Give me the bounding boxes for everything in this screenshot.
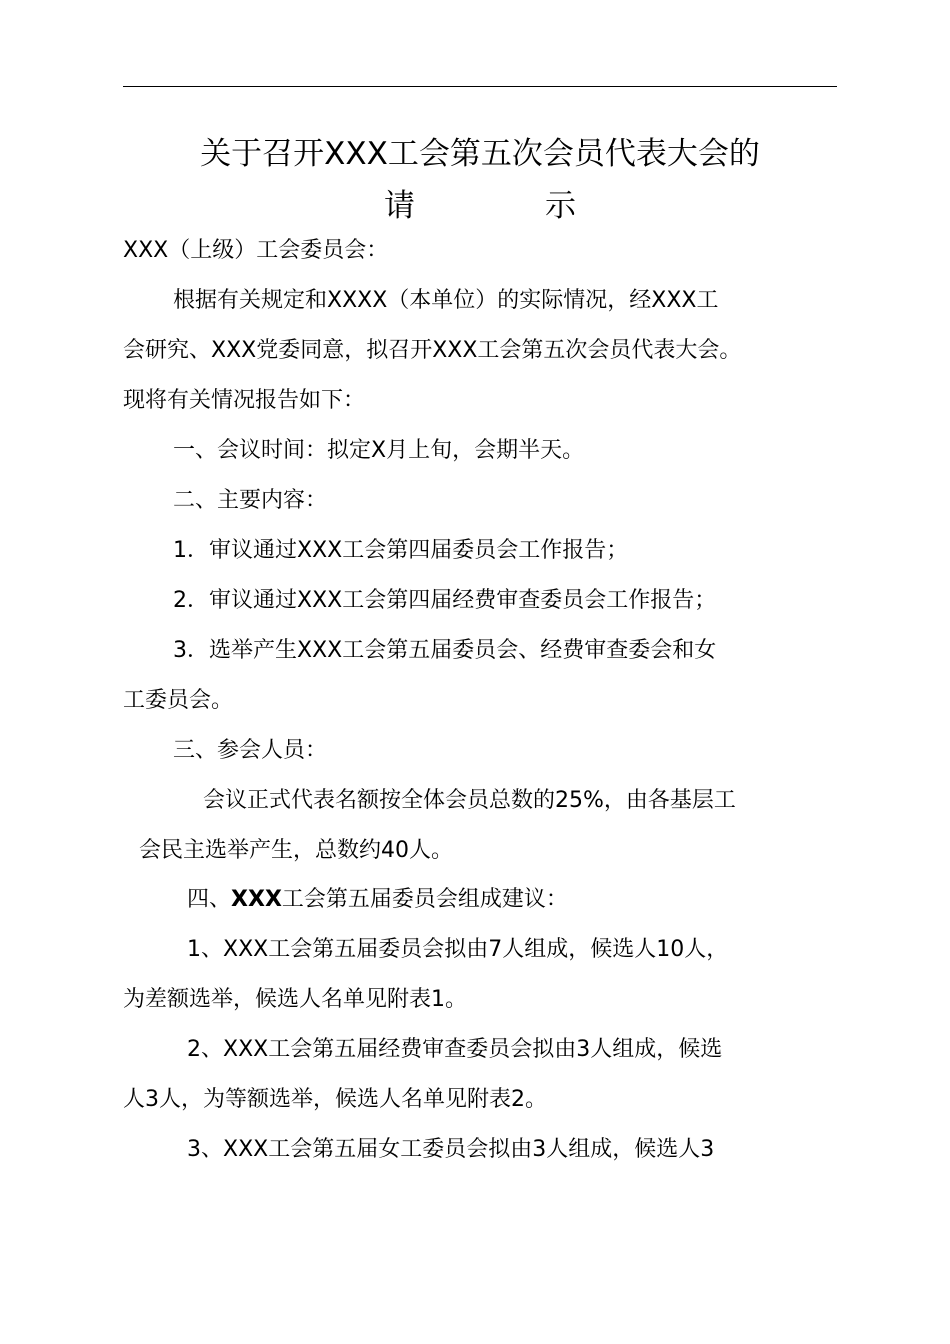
header-rule <box>123 86 837 87</box>
paragraph-line: 会民主选举产生，总数约40人。 <box>139 838 453 863</box>
title-char-2: 示 <box>545 188 576 224</box>
list-item-continued: 为差额选举，候选人名单见附表1。 <box>123 987 467 1012</box>
document-title: 关于召开XXX工会第五次会员代表大会的 <box>200 136 760 172</box>
list-item: 2、XXX工会第五届经费审查委员会拟由3人组成，候选 <box>187 1037 723 1062</box>
section-heading <box>187 889 568 911</box>
title-char-1: 请 <box>384 188 415 224</box>
paragraph-line: 会议正式代表名额按全体会员总数的25%，由各基层工 <box>203 788 736 813</box>
document-title-line2 <box>123 188 837 224</box>
list-item-continued: 工委员会。 <box>123 688 234 713</box>
section-prefix: 四、 <box>187 887 232 912</box>
paragraph-line: 现将有关情况报告如下： <box>123 388 366 413</box>
list-item: 1、XXX工会第五届委员会拟由7人组成，候选人10人， <box>187 937 729 962</box>
paragraph-line: 会研究、XXX党委同意，拟召开XXX工会第五次会员代表大会。 <box>123 338 742 363</box>
section-rest: 工会第五届委员会组成建议： <box>281 887 568 912</box>
section-bold-name: XXX <box>231 887 282 912</box>
list-item: 3、XXX工会第五届女工委员会拟由3人组成，候选人3 <box>187 1137 715 1162</box>
section-heading: 一、会议时间：拟定X月上旬，会期半天。 <box>173 438 585 463</box>
section-heading: 三、参会人员： <box>173 738 328 763</box>
section-heading: 二、主要内容： <box>173 488 328 513</box>
salutation: XXX（上级）工会委员会： <box>123 238 389 263</box>
list-item-continued: 人3人，为等额选举，候选人名单见附表2。 <box>123 1087 547 1112</box>
paragraph-line: 根据有关规定和XXXX（本单位）的实际情况，经XXX工 <box>173 288 719 313</box>
list-item: 2．审议通过XXX工会第四届经费审查委员会工作报告； <box>173 588 717 613</box>
list-item: 3．选举产生XXX工会第五届委员会、经费审查委会和女 <box>173 638 717 663</box>
list-item: 1．审议通过XXX工会第四届委员会工作报告； <box>173 538 629 563</box>
